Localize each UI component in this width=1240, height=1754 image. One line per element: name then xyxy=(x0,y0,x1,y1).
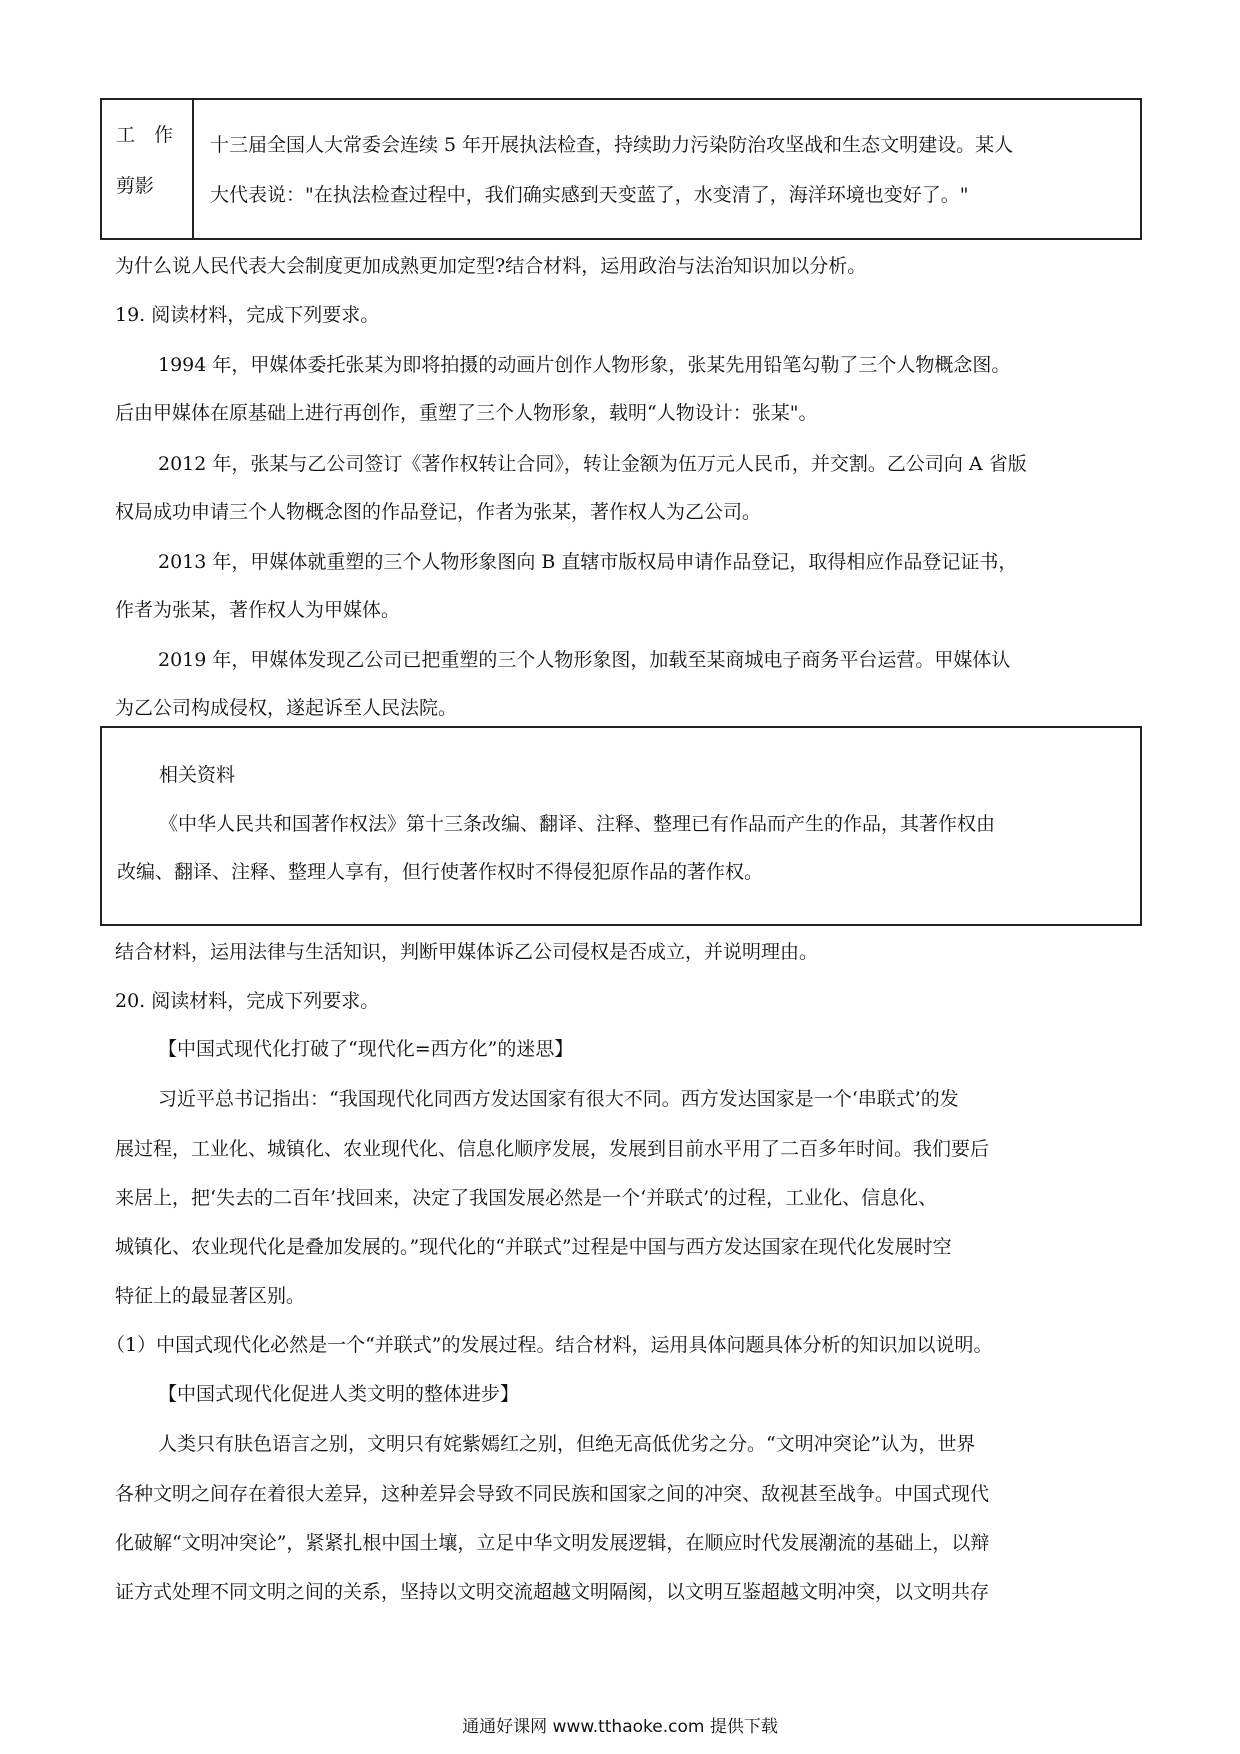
table-content-line1: 十三届全国人大常委会连续 5 年开展执法检查，持续助力污染防治攻坚战和生态文明建设。某人 xyxy=(210,134,1014,156)
q19-paragraph-line: 作者为张某，著作权人为甲媒体。 xyxy=(115,599,401,621)
q20-section1-line: 来居上，把‘失去的二百年’找回来，决定了我国发展必然是一个‘并联式’的过程，工业化、信息化、 xyxy=(115,1187,938,1209)
q19-paragraph-line: 2012 年，张某与乙公司签订《著作权转让合同》，转让金额为伍万元人民币，并交割。乙公司向 A 省版 xyxy=(158,453,1027,475)
q20-sub1-prompt: （1）中国式现代化必然是一个“并联式”的发展过程。结合材料，运用具体问题具体分析的知识加以说明。 xyxy=(106,1334,993,1356)
q20-section1-line: 展过程，工业化、城镇化、农业现代化、信息化顺序发展，发展到目前水平用了二百多年时间。我们要后 xyxy=(115,1138,990,1160)
q19-heading: 19. 阅读材料，完成下列要求。 xyxy=(115,304,380,326)
q20-section2-line: 证方式处理不同文明之间的关系，坚持以文明交流超越文明隔阂，以文明互鉴超越文明冲突，以文明共存 xyxy=(115,1581,990,1603)
q20-section2-line: 化破解“文明冲突论”，紧紧扎根中国土壤，立足中华文明发展逻辑，在顺应时代发展潮流的基础上，以辩 xyxy=(115,1532,990,1554)
related-materials-title: 相关资料 xyxy=(159,764,236,786)
related-materials-line2: 改编、翻译、注释、整理人享有，但行使著作权时不得侵犯原作品的著作权。 xyxy=(117,861,764,883)
q19-paragraph-line: 为乙公司构成侵权，遂起诉至人民法院。 xyxy=(115,697,458,719)
table-divider xyxy=(192,100,194,238)
work-snapshot-table xyxy=(100,98,1142,240)
q19-paragraph-line: 后由甲媒体在原基础上进行再创作，重塑了三个人物形象，载明“人物设计：张某"。 xyxy=(115,402,818,424)
q19-paragraph-line: 权局成功申请三个人物概念图的作品登记，作者为张某，著作权人为乙公司。 xyxy=(115,501,762,523)
q20-section1-line: 习近平总书记指出：“我国现代化同西方发达国家有很大不同。西方发达国家是一个‘串联式’的发 xyxy=(158,1088,959,1110)
q20-heading: 20. 阅读材料，完成下列要求。 xyxy=(115,990,380,1012)
q20-section2-title: 【中国式现代化促进人类文明的整体进步】 xyxy=(158,1383,520,1405)
q20-section2-line: 人类只有肤色语言之别，文明只有姹紫嫣红之别，但绝无高低优劣之分。“文明冲突论”认为，世界 xyxy=(158,1433,976,1455)
q18-prompt: 为什么说人民代表大会制度更加成熟更加定型?结合材料，运用政治与法治知识加以分析。 xyxy=(115,255,867,277)
related-materials-line1: 《中华人民共和国著作权法》第十三条改编、翻译、注释、整理已有作品而产生的作品，其著作权由 xyxy=(159,813,996,835)
table-content-line2: 大代表说："在执法检查过程中，我们确实感到天变蓝了，水变清了，海洋环境也变好了。" xyxy=(210,184,969,206)
page-footer: 通通好课网 www.tthaoke.com 提供下载 xyxy=(462,1717,778,1737)
q20-section1-title: 【中国式现代化打破了“现代化=西方化”的迷思】 xyxy=(158,1038,574,1060)
q19-paragraph-line: 1994 年，甲媒体委托张某为即将拍摄的动画片创作人物形象，张某先用铅笔勾勒了三个人物概念图。 xyxy=(158,354,1011,376)
q19-paragraph-line: 2019 年，甲媒体发现乙公司已把重塑的三个人物形象图，加载至某商城电子商务平台运营。甲媒体认 xyxy=(158,649,1011,671)
q19-prompt: 结合材料，运用法律与生活知识，判断甲媒体诉乙公司侵权是否成立，并说明理由。 xyxy=(115,941,819,963)
q20-section1-line: 城镇化、农业现代化是叠加发展的。”现代化的“并联式”过程是中国与西方发达国家在现代化发展时空 xyxy=(115,1236,952,1258)
table-label-line1: 工 作 xyxy=(116,124,174,146)
q20-section1-line: 特征上的最显著区别。 xyxy=(115,1285,306,1307)
q20-section2-line: 各种文明之间存在着很大差异，这种差异会导致不同民族和国家之间的冲突、敌视甚至战争。中国式现代 xyxy=(115,1483,990,1505)
table-label-line2: 剪影 xyxy=(116,175,155,197)
q19-paragraph-line: 2013 年，甲媒体就重塑的三个人物形象图向 B 直辖市版权局申请作品登记，取得相应作品登记证书， xyxy=(158,551,1018,573)
related-materials-box xyxy=(100,726,1142,926)
